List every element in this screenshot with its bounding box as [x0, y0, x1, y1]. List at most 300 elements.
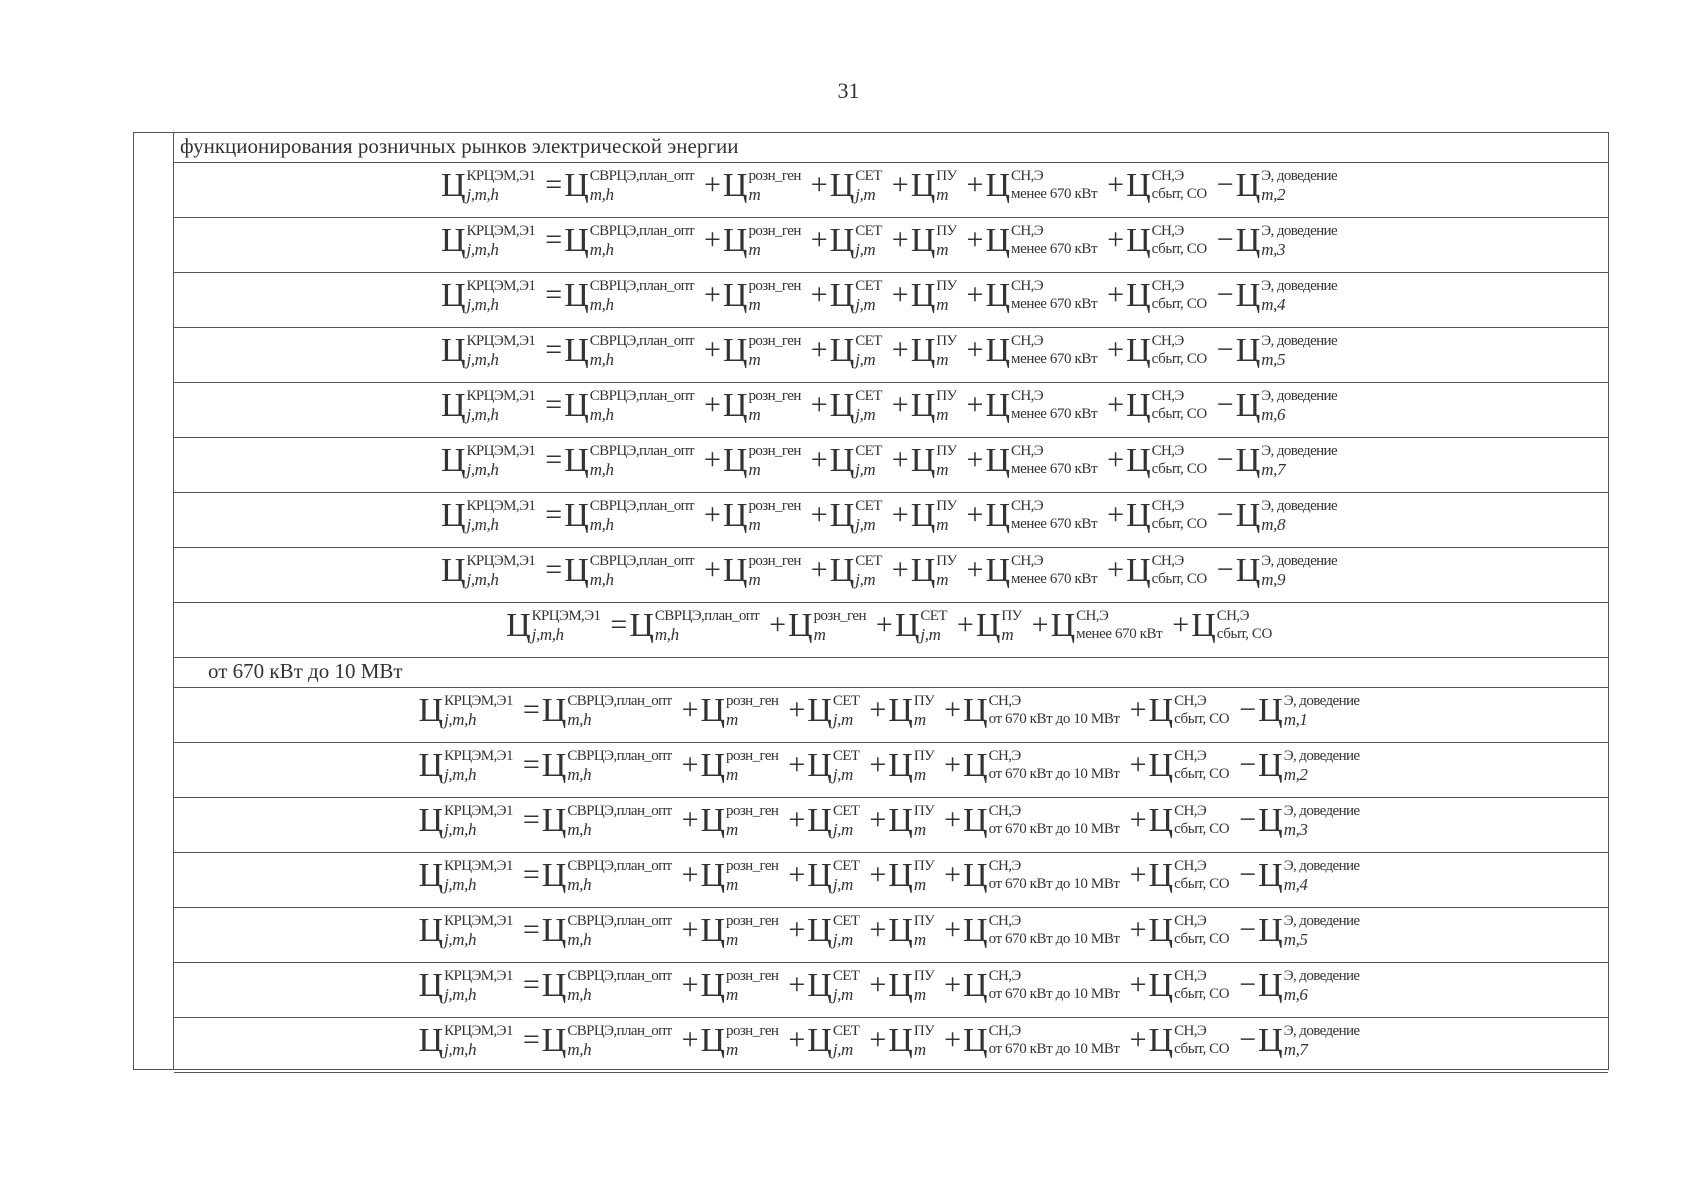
superscript: СН,Э: [988, 693, 1021, 709]
price-symbol: Ц: [888, 912, 913, 949]
subscript: m: [936, 405, 949, 424]
scripts: [590, 442, 694, 479]
price-symbol: Ц: [829, 332, 855, 369]
formula-term: [805, 497, 882, 535]
superscript: Э, доведение: [1283, 1023, 1360, 1039]
scripts: [855, 332, 882, 369]
superscript: СН,Э: [1076, 608, 1109, 624]
formula-term: [539, 167, 694, 205]
price-symbol: Ц: [1258, 747, 1283, 784]
price-symbol: Ц: [1148, 1022, 1174, 1059]
scripts: [1152, 332, 1207, 369]
price-symbol: Ц: [440, 552, 466, 589]
operator: +: [869, 968, 887, 1001]
formula-term: [805, 552, 882, 590]
subscript: j,m,h: [466, 185, 499, 204]
price-symbol: Ц: [910, 277, 936, 314]
superscript: СВРЦЭ,план_опт: [589, 443, 694, 459]
operator: +: [788, 1023, 806, 1056]
superscript: Э, доведение: [1283, 693, 1360, 709]
superscript: СЕТ: [855, 553, 882, 569]
formula-term: [961, 552, 1098, 590]
operator: −: [1216, 223, 1234, 256]
operator: +: [966, 443, 984, 476]
superscript: СН,Э: [1011, 443, 1044, 459]
price-symbol: Ц: [1050, 607, 1076, 644]
price-symbol: Ц: [807, 912, 832, 949]
price-symbol: Ц: [1258, 692, 1283, 729]
superscript: КРЦЭМ,Э1: [444, 858, 513, 874]
subscript: j,m,h: [466, 460, 499, 479]
superscript: розн_ген: [748, 553, 801, 569]
superscript: ПУ: [1001, 608, 1022, 624]
price-symbol: Ц: [700, 967, 726, 1004]
formula-row: [174, 908, 1608, 963]
formula-term: [441, 222, 535, 260]
price-symbol: Ц: [418, 967, 444, 1004]
subscript: m: [748, 350, 761, 369]
operator: +: [1129, 913, 1147, 946]
scripts: [936, 167, 956, 204]
subscript: m,h: [589, 460, 614, 479]
formula: [174, 277, 1608, 315]
superscript: КРЦЭМ,Э1: [466, 443, 536, 459]
subscript: j,m,h: [444, 710, 477, 729]
superscript: ПУ: [936, 388, 957, 404]
superscript: СЕТ: [855, 223, 882, 239]
subscript: m,h: [567, 820, 592, 839]
operator: +: [681, 1023, 699, 1056]
superscript: СЕТ: [832, 803, 860, 819]
subscript: m: [936, 185, 949, 204]
scripts: [936, 222, 956, 259]
formula-term: [1101, 442, 1207, 480]
operator: +: [810, 498, 828, 531]
scripts: [1152, 167, 1207, 204]
price-symbol: Ц: [1235, 387, 1261, 424]
superscript: ПУ: [913, 858, 935, 874]
scripts: [1174, 802, 1229, 839]
price-symbol: Ц: [1148, 802, 1174, 839]
formula-term: [938, 912, 1119, 950]
scripts: [989, 1022, 1120, 1059]
scripts: [726, 1022, 778, 1059]
superscript: СВРЦЭ,план_опт: [589, 168, 694, 184]
superscript: ПУ: [913, 748, 935, 764]
subscript: от 670 кВт до 10 МВт: [988, 711, 1120, 727]
operator: +: [944, 1023, 962, 1056]
superscript: КРЦЭМ,Э1: [466, 498, 536, 514]
price-symbol: Ц: [829, 497, 855, 534]
superscript: СН,Э: [1174, 968, 1207, 984]
subscript: m: [913, 710, 926, 729]
subscript: m: [726, 875, 738, 894]
subscript: m,2: [1261, 185, 1286, 204]
subscript: m,6: [1261, 405, 1286, 424]
subscript: менее 670 кВт: [1076, 626, 1163, 642]
superscript: СН,Э: [1174, 748, 1207, 764]
price-symbol: Ц: [829, 167, 855, 204]
price-symbol: Ц: [788, 607, 813, 644]
formula-term: [419, 747, 513, 785]
scripts: [444, 692, 513, 729]
superscript: СВРЦЭ,план_опт: [567, 968, 672, 984]
subscript: j,m,h: [444, 875, 477, 894]
superscript: ПУ: [936, 333, 957, 349]
superscript: Э, доведение: [1283, 858, 1360, 874]
superscript: ПУ: [913, 1023, 935, 1039]
formula-term: [863, 1022, 934, 1060]
scripts: [1284, 802, 1360, 839]
price-symbol: Ц: [985, 167, 1011, 204]
scripts: [989, 692, 1120, 729]
subscript: m,1: [1283, 710, 1308, 729]
formula-term: [1124, 1022, 1230, 1060]
superscript: СН,Э: [1011, 388, 1044, 404]
price-symbol: Ц: [1235, 497, 1261, 534]
subscript: m,h: [567, 765, 592, 784]
subscript: сбыт, СО: [1151, 241, 1207, 257]
superscript: СН,Э: [1151, 333, 1184, 349]
formula-term: [676, 912, 779, 950]
formula-row: [174, 853, 1608, 908]
price-symbol: Ц: [541, 857, 567, 894]
price-symbol: Ц: [722, 167, 748, 204]
price-symbol: Ц: [1258, 912, 1283, 949]
formula-term: [1101, 497, 1207, 535]
formula-term: [676, 857, 779, 895]
superscript: розн_ген: [748, 168, 801, 184]
operator: +: [891, 278, 909, 311]
operator: +: [703, 168, 721, 201]
superscript: СЕТ: [832, 913, 860, 929]
formula-term: [1233, 1022, 1359, 1060]
scripts: [590, 552, 694, 589]
formula-term: [938, 802, 1119, 840]
price-symbol: Ц: [1235, 552, 1261, 589]
formula-term: [863, 802, 934, 840]
subscript: j,m: [855, 460, 876, 479]
price-symbol: Ц: [700, 912, 726, 949]
price-symbol: Ц: [440, 167, 466, 204]
subscript: m: [1001, 625, 1014, 644]
subscript: m,8: [1261, 515, 1286, 534]
price-symbol: Ц: [1148, 747, 1174, 784]
superscript: СН,Э: [1011, 168, 1044, 184]
operator: +: [1107, 223, 1125, 256]
superscript: ПУ: [913, 803, 935, 819]
superscript: розн_ген: [813, 608, 866, 624]
formula-term: [1166, 607, 1272, 645]
operator: +: [681, 913, 699, 946]
price-symbol: Ц: [1148, 967, 1174, 1004]
price-symbol: Ц: [807, 692, 832, 729]
price-symbol: Ц: [700, 857, 726, 894]
formula-term: [805, 222, 882, 260]
subscript: менее 670 кВт: [1011, 516, 1098, 532]
price-symbol: Ц: [985, 222, 1011, 259]
scripts: [1152, 442, 1207, 479]
formula-term: [805, 277, 882, 315]
subscript: m: [936, 240, 949, 259]
operator: +: [810, 278, 828, 311]
price-symbol: Ц: [829, 442, 855, 479]
scripts: [855, 387, 882, 424]
superscript: СВРЦЭ,план_опт: [589, 223, 694, 239]
price-symbol: Ц: [722, 222, 748, 259]
formula-term: [951, 607, 1022, 645]
superscript: СВРЦЭ,план_опт: [589, 333, 694, 349]
operator: +: [681, 693, 699, 726]
formula-term: [539, 332, 694, 370]
formula-term: [1211, 277, 1337, 315]
subscript: m,2: [1283, 765, 1308, 784]
formula-term: [441, 332, 535, 370]
superscript: СЕТ: [832, 1023, 860, 1039]
formula-term: [517, 747, 672, 785]
subscript: m: [726, 765, 738, 784]
scripts: [1261, 277, 1337, 314]
formula-row: [174, 163, 1608, 218]
operator: +: [788, 748, 806, 781]
formula-term: [419, 802, 513, 840]
formula-term: [539, 387, 694, 425]
operator: +: [944, 968, 962, 1001]
formula-term: [441, 497, 535, 535]
subscript: сбыт, СО: [1174, 1041, 1230, 1057]
superscript: ПУ: [936, 223, 957, 239]
section-heading-text: от 670 кВт до 10 МВт: [208, 659, 403, 683]
formula-term: [1211, 387, 1337, 425]
subscript: сбыт, СО: [1151, 296, 1207, 312]
price-symbol: Ц: [910, 442, 936, 479]
subscript: m: [748, 295, 761, 314]
formula-term: [441, 387, 535, 425]
price-symbol: Ц: [1126, 332, 1151, 369]
operator: +: [703, 333, 721, 366]
subscript: сбыт, СО: [1151, 516, 1207, 532]
subscript: j,m,h: [466, 515, 499, 534]
scripts: [989, 857, 1120, 894]
operator: −: [1216, 388, 1234, 421]
price-symbol: Ц: [722, 387, 748, 424]
price-symbol: Ц: [440, 387, 466, 424]
scripts: [726, 692, 778, 729]
superscript: Э, доведение: [1261, 168, 1338, 184]
price-symbol: Ц: [440, 332, 466, 369]
scripts: [989, 802, 1120, 839]
formula-term: [698, 497, 801, 535]
formula-row: [174, 493, 1608, 548]
operator: =: [522, 803, 540, 836]
price-symbol: Ц: [888, 857, 913, 894]
price-symbol: Ц: [910, 387, 936, 424]
scripts: [833, 1022, 860, 1059]
formula-term: [1211, 442, 1337, 480]
subscript: j,m: [832, 1040, 853, 1059]
operator: +: [966, 278, 984, 311]
operator: −: [1216, 498, 1234, 531]
formula-term: [1026, 607, 1163, 645]
price-symbol: Ц: [963, 912, 988, 949]
superscript: ПУ: [936, 553, 957, 569]
price-symbol: Ц: [541, 692, 567, 729]
subscript: менее 670 кВт: [1011, 461, 1098, 477]
superscript: КРЦЭМ,Э1: [444, 1023, 513, 1039]
operator: +: [703, 388, 721, 421]
price-symbol: Ц: [722, 442, 748, 479]
scripts: [855, 442, 882, 479]
superscript: розн_ген: [748, 333, 801, 349]
formula: [174, 802, 1608, 840]
price-symbol: Ц: [418, 857, 444, 894]
subscript: m,7: [1261, 460, 1286, 479]
price-symbol: Ц: [1126, 552, 1151, 589]
subscript: m,3: [1283, 820, 1308, 839]
formula-term: [805, 387, 882, 425]
formula-term: [698, 387, 801, 425]
scripts: [989, 912, 1120, 949]
price-symbol: Ц: [829, 387, 855, 424]
operator: +: [875, 608, 893, 641]
formula-table: [133, 132, 1609, 1070]
formula-term: [517, 857, 672, 895]
formula-term: [782, 857, 859, 895]
formula-term: [441, 277, 535, 315]
price-symbol: Ц: [700, 1022, 726, 1059]
operator: +: [769, 608, 787, 641]
superscript: СВРЦЭ,план_опт: [589, 498, 694, 514]
subscript: m,h: [654, 625, 679, 644]
subscript: m,h: [589, 295, 614, 314]
superscript: КРЦЭМ,Э1: [531, 608, 601, 624]
scripts: [748, 167, 800, 204]
superscript: розн_ген: [726, 803, 779, 819]
formula-term: [886, 277, 957, 315]
scripts: [726, 857, 778, 894]
scripts: [833, 692, 860, 729]
price-symbol: Ц: [910, 552, 936, 589]
operator: +: [1129, 693, 1147, 726]
operator: −: [1239, 913, 1257, 946]
price-symbol: Ц: [985, 442, 1011, 479]
superscript: КРЦЭМ,Э1: [466, 553, 536, 569]
operator: +: [703, 278, 721, 311]
formula-row: [174, 1018, 1608, 1073]
formula-term: [938, 747, 1119, 785]
scripts: [467, 497, 536, 534]
price-symbol: Ц: [506, 607, 531, 644]
operator: +: [869, 693, 887, 726]
formula: [174, 607, 1608, 645]
formula-row: [174, 273, 1608, 328]
operator: −: [1216, 333, 1234, 366]
price-symbol: Ц: [541, 747, 567, 784]
superscript: СЕТ: [832, 693, 860, 709]
operator: +: [1129, 858, 1147, 891]
operator: =: [545, 168, 563, 201]
operator: −: [1239, 968, 1257, 1001]
scripts: [444, 1022, 513, 1059]
subscript: j,m: [855, 405, 876, 424]
subscript: m,h: [589, 570, 614, 589]
scripts: [914, 967, 934, 1004]
formula-term: [938, 1022, 1119, 1060]
formula-term: [517, 967, 672, 1005]
price-symbol: Ц: [1258, 802, 1283, 839]
formula-term: [441, 442, 535, 480]
price-symbol: Ц: [1235, 277, 1261, 314]
scripts: [567, 912, 671, 949]
subscript: m: [913, 765, 926, 784]
scripts: [936, 497, 956, 534]
superscript: СН,Э: [988, 968, 1021, 984]
price-symbol: Ц: [629, 607, 654, 644]
formula-term: [1211, 552, 1337, 590]
superscript: СН,Э: [1174, 858, 1207, 874]
formula-term: [698, 552, 801, 590]
operator: +: [681, 968, 699, 1001]
operator: +: [944, 748, 962, 781]
superscript: КРЦЭМ,Э1: [466, 278, 536, 294]
superscript: КРЦЭМ,Э1: [444, 693, 513, 709]
operator: +: [703, 443, 721, 476]
formula-term: [604, 607, 759, 645]
formula-term: [419, 857, 513, 895]
superscript: СВРЦЭ,план_опт: [567, 693, 672, 709]
subscript: m,h: [567, 710, 592, 729]
operator: +: [1129, 968, 1147, 1001]
subscript: сбыт, СО: [1151, 461, 1207, 477]
price-symbol: Ц: [564, 387, 589, 424]
subscript: j,m: [855, 570, 876, 589]
formula-term: [961, 332, 1098, 370]
subscript: m: [913, 875, 926, 894]
scripts: [936, 442, 956, 479]
subscript: j,m: [832, 710, 853, 729]
operator: +: [810, 443, 828, 476]
formula-term: [698, 277, 801, 315]
operator: =: [545, 333, 563, 366]
superscript: Э, доведение: [1261, 498, 1338, 514]
subscript: m,5: [1261, 350, 1286, 369]
formula-term: [863, 747, 934, 785]
subscript: менее 670 кВт: [1011, 571, 1098, 587]
operator: −: [1239, 858, 1257, 891]
subscript: j,m,h: [466, 350, 499, 369]
formula-term: [1233, 747, 1359, 785]
formula-term: [938, 857, 1119, 895]
superscript: СН,Э: [1011, 333, 1044, 349]
subscript: j,m: [855, 515, 876, 534]
formula: [174, 552, 1608, 590]
price-symbol: Ц: [888, 967, 913, 1004]
price-symbol: Ц: [541, 802, 567, 839]
formula-term: [676, 967, 779, 1005]
superscript: СЕТ: [855, 443, 882, 459]
operator: +: [681, 748, 699, 781]
scripts: [1011, 222, 1097, 259]
subscript: m: [748, 570, 761, 589]
subscript: j,m,h: [466, 240, 499, 259]
subscript: m: [726, 710, 738, 729]
operator: −: [1239, 693, 1257, 726]
scripts: [655, 607, 759, 644]
formula-term: [961, 497, 1098, 535]
scripts: [1011, 552, 1097, 589]
scripts: [1284, 1022, 1360, 1059]
formula-term: [1124, 692, 1230, 730]
